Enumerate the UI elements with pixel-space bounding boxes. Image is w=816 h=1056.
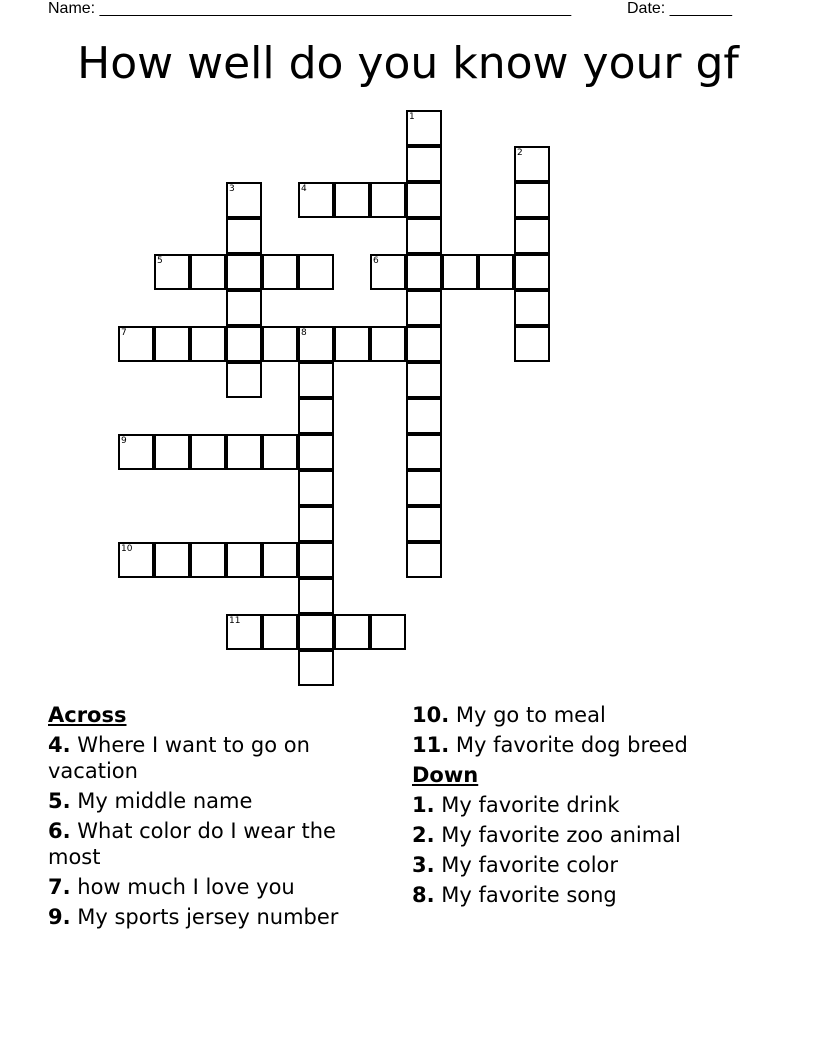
- crossword-cell[interactable]: [514, 290, 550, 326]
- clue-number: 1.: [412, 793, 435, 817]
- crossword-cell[interactable]: [262, 614, 298, 650]
- cell-number: 1: [409, 112, 415, 122]
- crossword-cell[interactable]: [406, 110, 442, 146]
- page-title: How well do you know your gf: [77, 38, 739, 89]
- across-clue-5: [48, 788, 388, 814]
- crossword-cell[interactable]: [406, 506, 442, 542]
- crossword-cell[interactable]: [406, 470, 442, 506]
- crossword-cell[interactable]: [514, 182, 550, 218]
- clue-text: My favorite zoo animal: [434, 823, 681, 847]
- crossword-cell[interactable]: [190, 542, 226, 578]
- crossword-cell[interactable]: [298, 470, 334, 506]
- crossword-cell[interactable]: [298, 398, 334, 434]
- crossword-cell[interactable]: [226, 290, 262, 326]
- crossword-cell[interactable]: [406, 434, 442, 470]
- clues-column-right: [412, 702, 792, 912]
- clue-text: My favorite drink: [434, 793, 620, 817]
- crossword-cell[interactable]: [262, 542, 298, 578]
- crossword-cell[interactable]: [190, 326, 226, 362]
- down-clue-3: [412, 852, 792, 878]
- crossword-cell[interactable]: [118, 434, 154, 470]
- crossword-cell[interactable]: [154, 434, 190, 470]
- crossword-cell[interactable]: [226, 326, 262, 362]
- crossword-cell[interactable]: [226, 218, 262, 254]
- clue-text: My favorite color: [434, 853, 619, 877]
- crossword-cell[interactable]: [406, 218, 442, 254]
- crossword-cell[interactable]: [334, 182, 370, 218]
- crossword-cell[interactable]: [406, 326, 442, 362]
- cell-number: 6: [373, 256, 379, 266]
- crossword-cell[interactable]: [514, 326, 550, 362]
- cell-number: 3: [229, 184, 235, 194]
- crossword-cell[interactable]: [226, 362, 262, 398]
- crossword-cell[interactable]: [262, 254, 298, 290]
- clue-text: My favorite song: [434, 883, 617, 907]
- crossword-cell[interactable]: [118, 326, 154, 362]
- down-clue-2: [412, 822, 792, 848]
- crossword-cell[interactable]: [514, 146, 550, 182]
- clue-text: My sports jersey number: [70, 905, 339, 929]
- clue-text: My middle name: [70, 789, 253, 813]
- cell-number: 10: [121, 544, 133, 554]
- crossword-cell[interactable]: [190, 434, 226, 470]
- crossword-cell[interactable]: [298, 542, 334, 578]
- crossword-cell[interactable]: [406, 542, 442, 578]
- crossword-cell[interactable]: [406, 290, 442, 326]
- down-clue-8: [412, 882, 792, 908]
- across-clue-9: [48, 904, 388, 930]
- crossword-cell[interactable]: [190, 254, 226, 290]
- crossword-cell[interactable]: [298, 650, 334, 686]
- crossword-cell[interactable]: [406, 398, 442, 434]
- crossword-cell[interactable]: [298, 506, 334, 542]
- crossword-cell[interactable]: [406, 182, 442, 218]
- crossword-cell[interactable]: [298, 614, 334, 650]
- crossword-cell[interactable]: [226, 182, 262, 218]
- clue-text: My favorite dog breed: [449, 733, 688, 757]
- crossword-cell[interactable]: [406, 362, 442, 398]
- clue-text: how much I love you: [70, 875, 295, 899]
- crossword-cell[interactable]: [226, 254, 262, 290]
- crossword-cell[interactable]: [118, 542, 154, 578]
- clues-column-left: [48, 702, 388, 934]
- clue-number: 5.: [48, 789, 71, 813]
- crossword-cell[interactable]: [226, 542, 262, 578]
- crossword-cell[interactable]: [298, 254, 334, 290]
- crossword-cell[interactable]: [298, 326, 334, 362]
- crossword-cell[interactable]: [370, 614, 406, 650]
- date-field-label: Date: _______: [627, 0, 732, 17]
- crossword-cell[interactable]: [514, 218, 550, 254]
- crossword-cell[interactable]: [406, 254, 442, 290]
- cell-number: 5: [157, 256, 163, 266]
- crossword-cell[interactable]: [262, 326, 298, 362]
- crossword-cell[interactable]: [370, 182, 406, 218]
- across-clue-7: [48, 874, 388, 900]
- across-clue-6: [48, 818, 388, 870]
- across-clue-4: [48, 732, 388, 784]
- across-heading: Across: [48, 703, 127, 727]
- clue-number: 7.: [48, 875, 71, 899]
- down-clue-1: [412, 792, 792, 818]
- clue-number: 4.: [48, 733, 71, 757]
- crossword-cell[interactable]: [334, 326, 370, 362]
- crossword-cell[interactable]: [154, 542, 190, 578]
- cell-number: 4: [301, 184, 307, 194]
- crossword-cell[interactable]: [406, 146, 442, 182]
- clue-number: 11.: [412, 733, 450, 757]
- down-heading: Down: [412, 763, 479, 787]
- crossword-cell[interactable]: [262, 434, 298, 470]
- clue-number: 6.: [48, 819, 71, 843]
- clue-text: What color do I wear the most: [48, 819, 336, 869]
- cell-number: 9: [121, 436, 127, 446]
- clue-number: 8.: [412, 883, 435, 907]
- cell-number: 8: [301, 328, 307, 338]
- crossword-cell[interactable]: [298, 362, 334, 398]
- across-clue-11: [412, 732, 792, 758]
- crossword-cell[interactable]: [298, 434, 334, 470]
- crossword-cell[interactable]: [154, 326, 190, 362]
- crossword-cell[interactable]: [298, 182, 334, 218]
- clue-number: 3.: [412, 853, 435, 877]
- clue-text: Where I want to go on vacation: [48, 733, 310, 783]
- crossword-cell[interactable]: [154, 254, 190, 290]
- cell-number: 2: [517, 148, 523, 158]
- crossword-cell[interactable]: [334, 614, 370, 650]
- crossword-cell[interactable]: [442, 254, 478, 290]
- cell-number: 7: [121, 328, 127, 338]
- clue-number: 9.: [48, 905, 71, 929]
- clue-number: 10.: [412, 703, 450, 727]
- crossword-cell[interactable]: [226, 614, 262, 650]
- across-clue-10: [412, 702, 792, 728]
- crossword-cell[interactable]: [298, 578, 334, 614]
- cell-number: 11: [229, 616, 241, 626]
- clue-text: My go to meal: [449, 703, 606, 727]
- crossword-cell[interactable]: [370, 326, 406, 362]
- crossword-cell[interactable]: [514, 254, 550, 290]
- crossword-cell[interactable]: [226, 434, 262, 470]
- crossword-cell[interactable]: [370, 254, 406, 290]
- clue-number: 2.: [412, 823, 435, 847]
- name-field-label: Name: _____________________________________________________: [48, 0, 572, 17]
- crossword-cell[interactable]: [478, 254, 514, 290]
